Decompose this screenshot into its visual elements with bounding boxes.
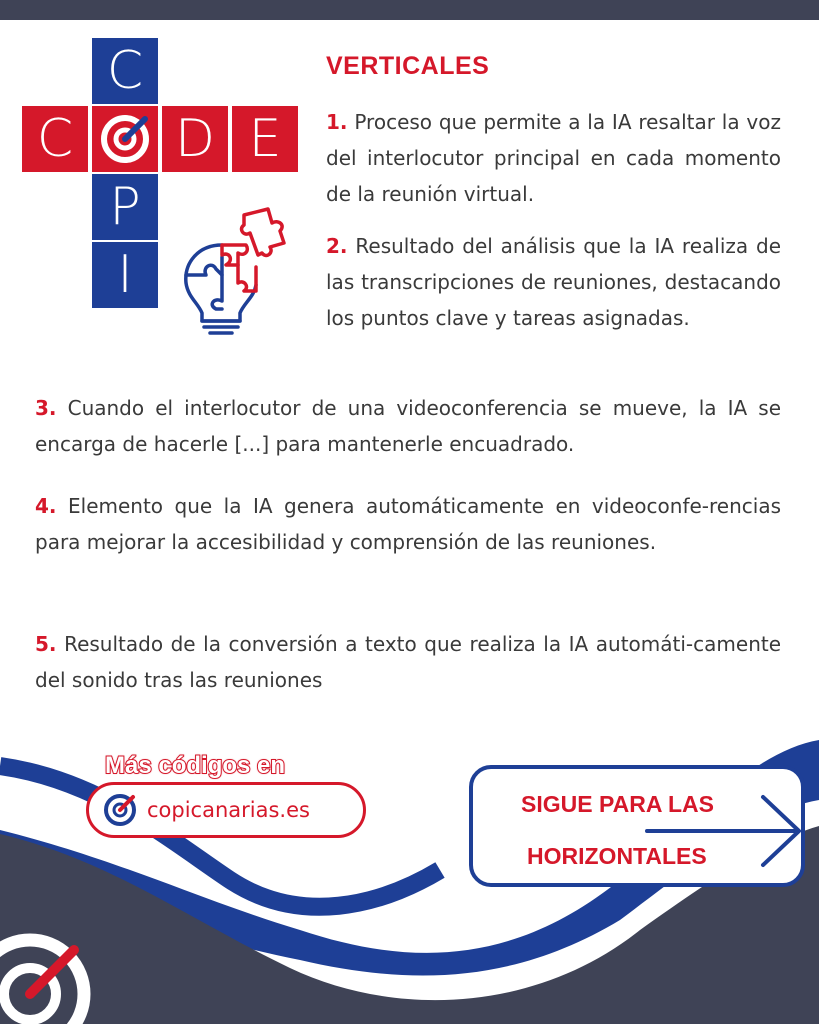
logo-letter: E [232,106,298,172]
more-codes-label: Más códigos en [105,752,286,779]
logo-letter: P [92,174,158,240]
arrow-right-icon [643,793,807,869]
top-bar [0,0,819,20]
site-link-text: copicanarias.es [147,798,310,822]
site-link[interactable] [86,782,366,838]
clue-5: 5. Resultado de la conversión a texto que realiza la IA automáti-camente del sonido tras las reuniones [35,632,782,692]
clue-4: 4. Elemento que la IA genera automáticamente en videoconfe-rencias para mejorar la accesibilidad y comprensión de las reuniones. [35,494,781,554]
cta-line-1: SIGUE PARA LAS [521,791,714,817]
section-title: VERTICALES [326,52,490,80]
logo-letter: C [92,38,158,104]
clue-1: 1. Proceso que permite a la IA resaltar la voz del interlocutor principal en cada momento de la reunión virtual. [326,110,782,206]
corner-logo-icon [0,928,96,1024]
logo-letter: D [162,106,228,172]
clue-3: 3. Cuando el interlocutor de una videoconferencia se mueve, la IA se encarga de hacerle [...] para mantenerle encuadrado. [35,396,782,456]
cta-line-2: HORIZONTALES [527,843,707,869]
target-icon [103,793,137,827]
puzzle-lightbulb-icon [178,205,290,335]
next-page-button[interactable] [469,765,805,887]
logo-letter: I [92,242,158,308]
target-icon [99,113,151,165]
logo-letter: C [22,106,88,172]
clue-2: 2. Resultado del análisis que la IA realiza de las transcripciones de reuniones, destacando los puntos clave y tareas asignadas. [326,234,781,330]
logo-letter-target [92,106,158,172]
